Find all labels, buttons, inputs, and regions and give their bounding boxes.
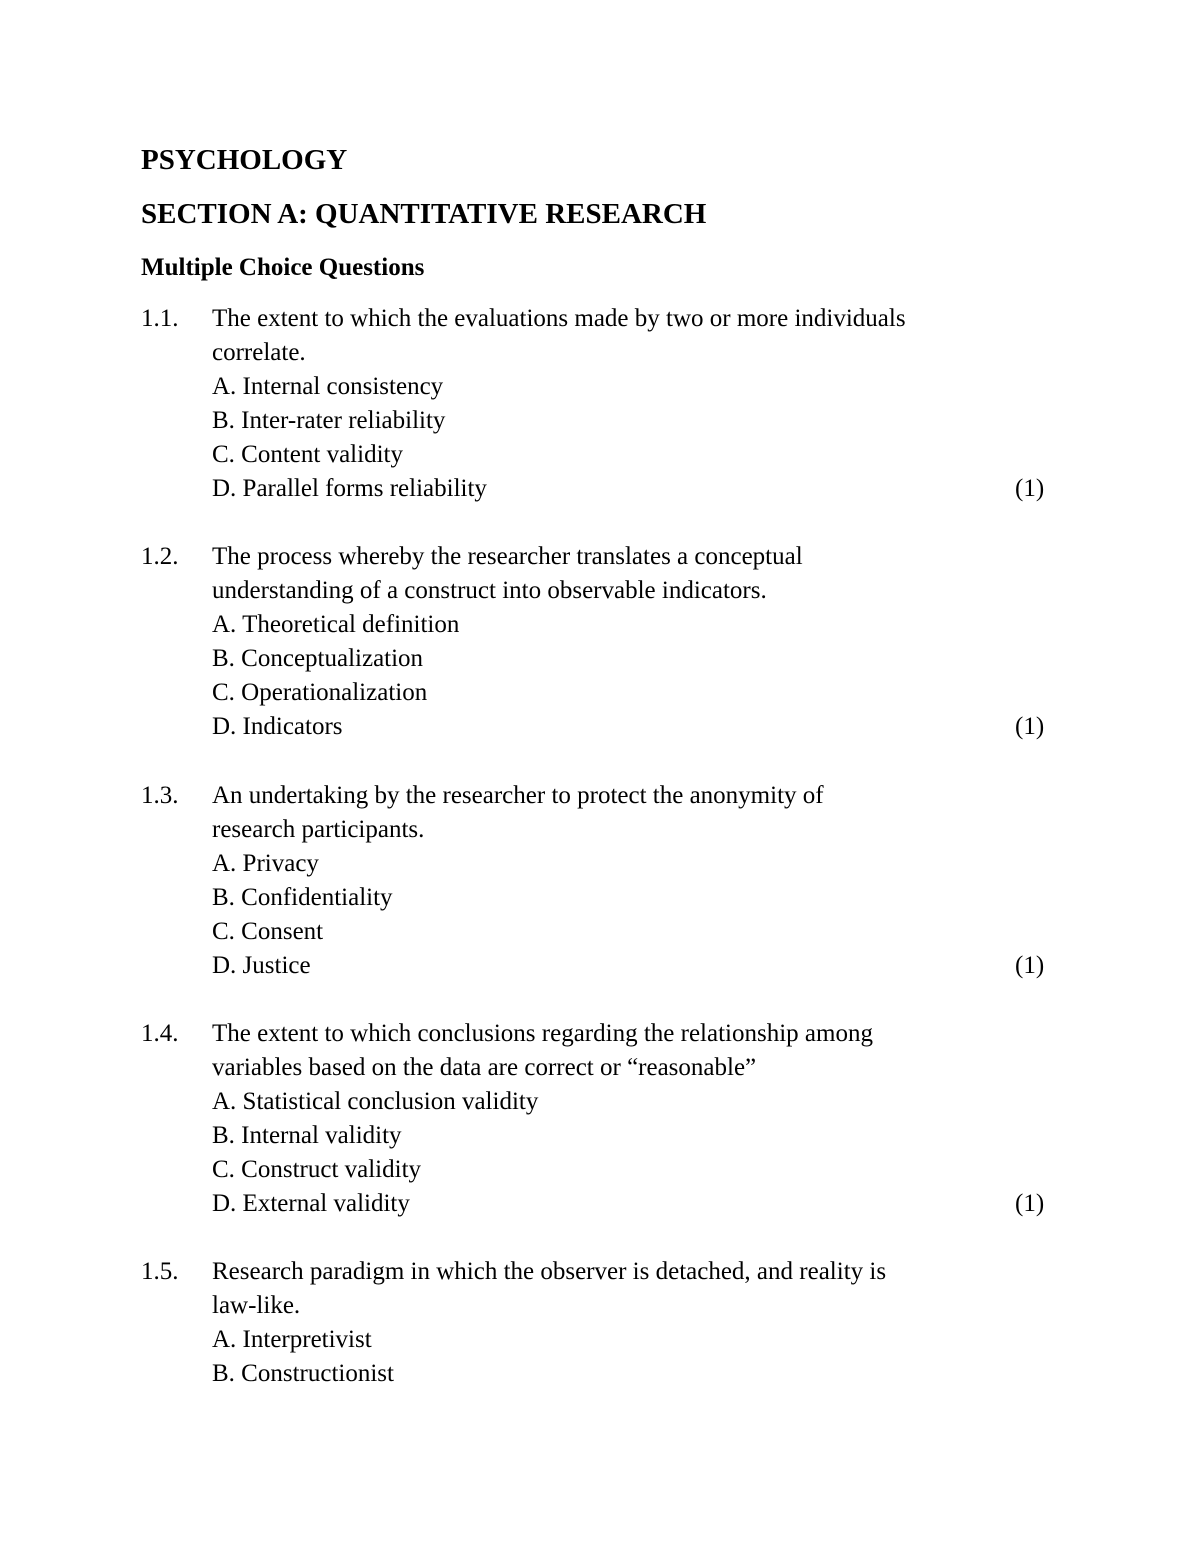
option-a: A. Internal consistency xyxy=(212,373,444,400)
question-number: 1.1. xyxy=(141,305,179,332)
option-d: D. Parallel forms reliability xyxy=(212,475,487,502)
question-stem: Research paradigm in which the observer is detached, and reality is law-like. xyxy=(212,1258,887,1319)
option-d: D. External validity xyxy=(212,1190,410,1217)
question-marks: (1) xyxy=(1015,1190,1045,1217)
option-a: A. Statistical conclusion validity xyxy=(212,1088,539,1115)
question-marks: (1) xyxy=(1015,713,1045,740)
question-stem: An undertaking by the researcher to protect the anonymity of research participants. xyxy=(212,782,824,843)
question-body xyxy=(212,540,912,744)
option-c: C. Content validity xyxy=(212,441,403,468)
question-number: 1.2. xyxy=(141,543,179,570)
option-c: C. Operationalization xyxy=(212,679,428,706)
option-d: D. Indicators xyxy=(212,713,343,740)
option-a: A. Interpretivist xyxy=(212,1326,372,1353)
question-body xyxy=(212,302,912,506)
question-stem: The process whereby the researcher translates a conceptual understanding of a construct into observable indicators. xyxy=(212,543,803,604)
option-a: A. Privacy xyxy=(212,850,319,877)
option-b: B. Inter-rater reliability xyxy=(212,407,446,434)
subject-title: PSYCHOLOGY xyxy=(141,144,348,176)
question-body xyxy=(212,1255,912,1391)
section-subheading: Multiple Choice Questions xyxy=(141,254,425,281)
option-b: B. Conceptualization xyxy=(212,645,424,672)
question-body xyxy=(212,779,912,983)
option-d: D. Justice xyxy=(212,952,311,979)
section-title: SECTION A: QUANTITATIVE RESEARCH xyxy=(141,198,707,230)
option-b: B. Constructionist xyxy=(212,1360,394,1387)
question-number: 1.3. xyxy=(141,782,179,809)
question-number: 1.5. xyxy=(141,1258,179,1285)
question-stem: The extent to which conclusions regarding the relationship among variables based on the data are correct or “reasonable” xyxy=(212,1020,873,1081)
option-a: A. Theoretical definition xyxy=(212,611,460,638)
question-marks: (1) xyxy=(1015,952,1045,979)
option-b: B. Internal validity xyxy=(212,1122,402,1149)
option-c: C. Construct validity xyxy=(212,1156,422,1183)
option-b: B. Confidentiality xyxy=(212,884,393,911)
question-stem: The extent to which the evaluations made by two or more individuals correlate. xyxy=(212,305,906,366)
question-number: 1.4. xyxy=(141,1020,179,1047)
question-body xyxy=(212,1017,912,1221)
option-c: C. Consent xyxy=(212,918,324,945)
question-marks: (1) xyxy=(1015,475,1045,502)
